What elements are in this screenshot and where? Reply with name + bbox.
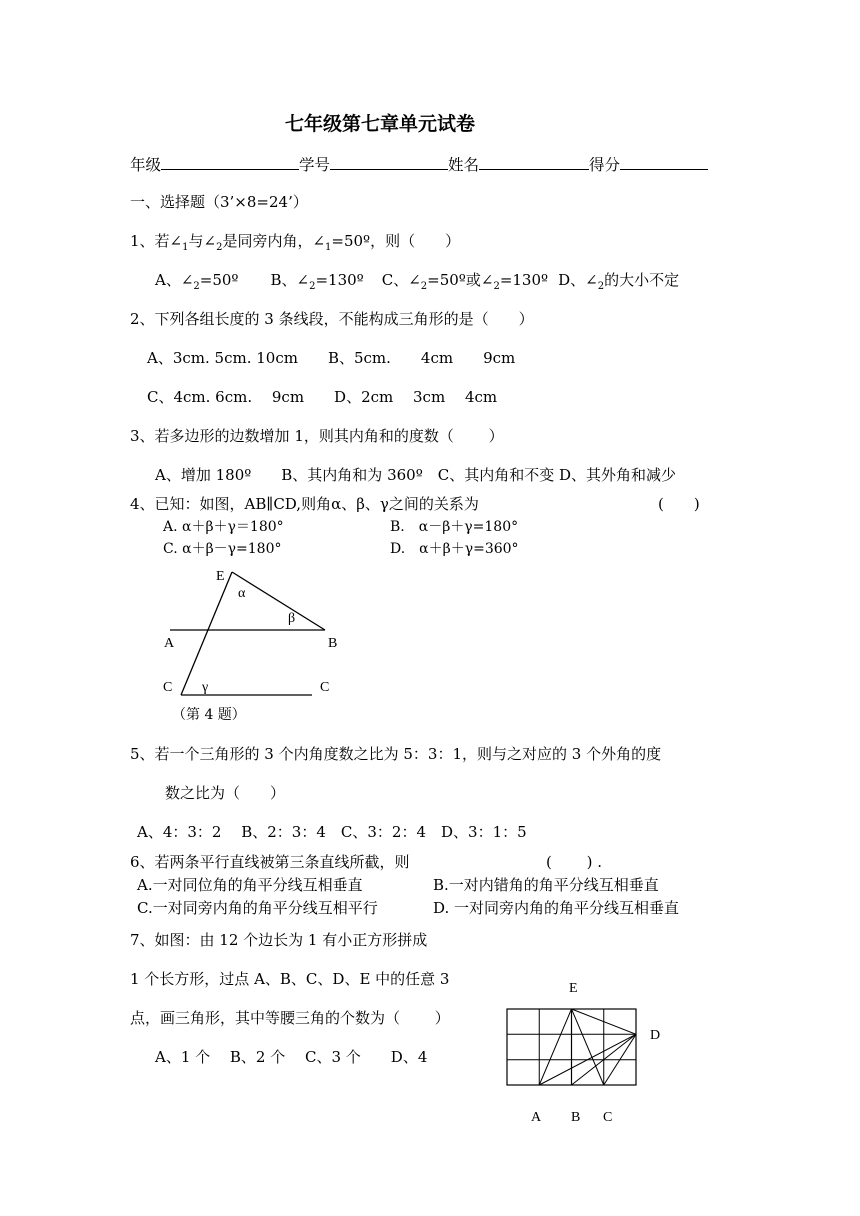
question-2-stem: 2、下列各组长度的 3 条线段，不能构成三角形的是（ ） [130, 310, 534, 328]
question-6-answer-paren: ( ) . [546, 853, 603, 871]
page-title: 七年级第七章单元试卷 [284, 113, 475, 135]
line-ec [181, 572, 232, 695]
question-7-line-3: 点，画三角形，其中等腰三角的个数为（ ） [130, 1009, 450, 1027]
question-4-stem: 4、已知：如图，AB∥CD,则角α、β、γ之间的关系为 [130, 495, 479, 513]
segment-ec [572, 1009, 604, 1085]
grade-label: 年级 [130, 156, 162, 174]
question-4-answer-paren: ( ) [658, 495, 700, 513]
question-6-option-c: C.一对同旁内角的角平分线互相平行 [137, 899, 378, 917]
label-b: B [328, 636, 338, 651]
grade-blank[interactable] [161, 155, 299, 170]
line-eb [232, 572, 325, 630]
question-1-options: A、$\angle_2=50º$ B、$\angle_2=130º$ C、$\angle_2=50º$或$\angle_2=130º$ D、$\angle_2$的大小不定 [155, 271, 680, 292]
question-7-figure [495, 975, 680, 1125]
label-c-right: C [320, 680, 330, 695]
student-info-line [130, 155, 708, 174]
question-3-stem: 3、若多边形的边数增加 1，则其内角和的度数（ ） [130, 427, 504, 445]
question-5-options: A、4：3：2 B、2：3：4 C、3：2：4 D、3：1：5 [137, 823, 527, 841]
question-6-option-d: D. 一对同旁内角的角平分线互相垂直 [433, 899, 680, 917]
label-b: B [571, 1110, 581, 1125]
question-7-line-1: 7、如图：由 12 个边长为 1 有小正方形拼成 [130, 931, 428, 949]
name-label: 姓名 [448, 156, 480, 174]
score-label: 得分 [589, 156, 621, 174]
label-alpha: α [238, 586, 246, 601]
question-1-stem: 1、若$\angle_1$与$\angle_2$是同旁内角，$\angle_1=50º$，则（ ） [130, 232, 461, 253]
number-blank[interactable] [330, 155, 448, 170]
question-4-option-c: C. α＋β－γ=180° [163, 541, 282, 557]
name-blank[interactable] [479, 155, 589, 170]
question-4-option-a: A. α＋β＋γ＝180° [163, 519, 284, 535]
label-a: A [164, 636, 175, 651]
question-6-option-b: B.一对内错角的角平分线互相垂直 [433, 876, 659, 894]
question-3-options: A、增加 180º B、其内角和为 360º C、其内角和不变 D、其外角和减少 [155, 466, 677, 484]
question-4-caption: （第 4 题） [172, 707, 246, 723]
question-4-figure [150, 560, 350, 705]
label-c-left: C [163, 680, 173, 695]
section-heading: 一、选择题（3’×8=24’） [130, 193, 308, 211]
question-5-stem-cont: 数之比为（ ） [165, 784, 286, 802]
question-7-line-2: 1 个长方形，过点 A、B、C、D、E 中的任意 3 [130, 970, 450, 988]
question-7-options: A、1 个 B、2 个 C、3 个 D、4 [155, 1048, 428, 1066]
label-d: D [650, 1028, 661, 1043]
question-4-option-b: B. α－β＋γ=180° [390, 519, 519, 535]
label-c: C [603, 1110, 613, 1125]
label-e: E [216, 569, 225, 584]
question-6-stem: 6、若两条平行直线被第三条直线所截，则 [130, 853, 410, 871]
segment-ea [539, 1009, 571, 1085]
label-a: A [531, 1110, 542, 1125]
label-gamma: γ [202, 680, 209, 695]
label-e: E [569, 981, 578, 996]
question-2-options-ab: A、3cm. 5cm. 10cm B、5cm. 4cm 9cm [147, 349, 516, 367]
label-beta: β [288, 611, 296, 626]
question-4-option-d: D. α＋β＋γ=360° [390, 541, 519, 557]
question-5-stem: 5、若一个三角形的 3 个内角度数之比为 5：3：1，则与之对应的 3 个外角的度 [130, 745, 662, 763]
question-2-options-cd: C、4cm. 6cm. 9cm D、2cm 3cm 4cm [147, 388, 498, 406]
question-6-option-a: A.一对同位角的角平分线互相垂直 [137, 876, 363, 894]
score-blank[interactable] [620, 155, 708, 170]
number-label: 学号 [299, 156, 331, 174]
